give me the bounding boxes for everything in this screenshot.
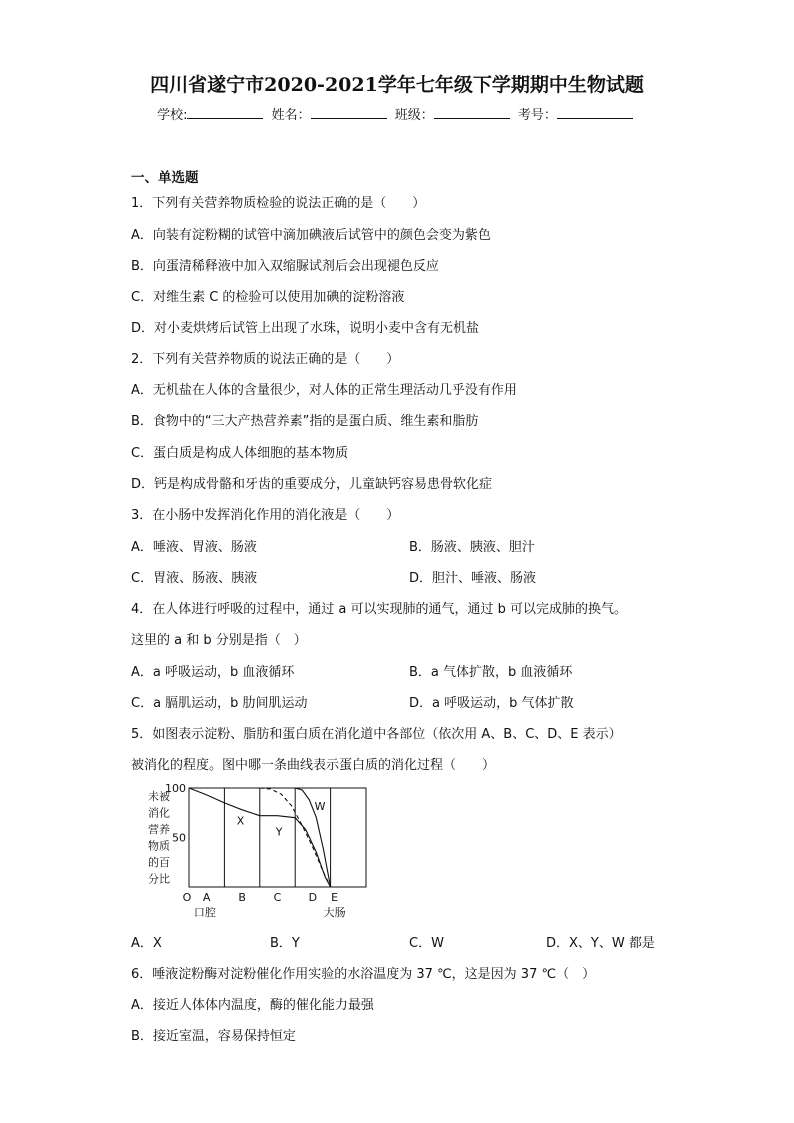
q1-option-a: A．向装有淀粉糊的试管中滴加碘液后试管中的颜色会变为紫色 — [131, 228, 491, 243]
q2-option-b: B．食物中的“三大产热营养素”指的是蛋白质、维生素和脂肪 — [131, 414, 479, 429]
y-label-line: 物质 — [148, 839, 170, 853]
x-sub-label: 大肠 — [323, 906, 346, 919]
x-axis-labels — [183, 891, 346, 919]
x-tick-label: E — [331, 891, 339, 904]
q1-option-c: C．对维生素 C 的检验可以使用加碘的淀粉溶液 — [131, 290, 405, 305]
q3-option-d: D．胆汁、唾液、肠液 — [409, 571, 537, 586]
q4-option-b: B．a 气体扩散，b 血液循环 — [409, 665, 573, 680]
class-blank — [434, 106, 510, 119]
q4-option-d: D．a 呼吸运动，b 气体扩散 — [409, 696, 574, 711]
name-blank — [311, 106, 387, 119]
q5-option-c: C．W — [409, 936, 444, 951]
x-tick-label: C — [273, 891, 282, 904]
q6-option-b: B．接近室温，容易保持恒定 — [131, 1029, 296, 1044]
q4-option-a: A．a 呼吸运动，b 血液循环 — [131, 665, 295, 680]
q3-option-b: B．肠液、胰液、胆汁 — [409, 540, 535, 555]
q5-option-d: D．X、Y、W 都是 — [546, 936, 655, 951]
series-labels — [237, 800, 326, 839]
q6-stem: 6．唾液淀粉酶对淀粉催化作用实验的水浴温度为 37 ℃，这是因为 37 ℃（ ） — [131, 967, 596, 982]
school-blank — [187, 106, 263, 119]
q5-stem-line1: 5．如图表示淀粉、脂肪和蛋白质在消化道中各部位（依次用 A、B、C、D、E 表示） — [131, 727, 622, 742]
x-tick-label: D — [308, 891, 318, 904]
x-origin-label: O — [182, 891, 192, 904]
q4-stem-line1: 4．在人体进行呼吸的过程中，通过 a 可以实现肺的通气，通过 b 可以完成肺的换气。 — [131, 602, 628, 617]
exam-no-blank — [557, 106, 633, 119]
y-label-line: 的百 — [148, 856, 170, 869]
q4-stem-line2: 这里的 a 和 b 分别是指（ ） — [131, 633, 307, 648]
y-label-line: 消化 — [148, 806, 170, 820]
x-sub-label: 口腔 — [193, 906, 216, 919]
section-title: 一、单选题 — [131, 170, 199, 186]
series-label-w: W — [314, 799, 326, 813]
q5-option-b: B．Y — [270, 936, 300, 951]
student-info — [0, 104, 794, 123]
q2-stem: 2．下列有关营养物质的说法正确的是（ ） — [131, 352, 400, 367]
q1-stem: 1．下列有关营养物质检验的说法正确的是（ ） — [131, 196, 426, 211]
q2-option-a: A．无机盐在人体的含量很少，对人体的正常生理活动几乎没有作用 — [131, 383, 517, 398]
x-tick-label: B — [238, 891, 246, 904]
q6-option-a: A．接近人体体内温度，酶的催化能力最强 — [131, 998, 374, 1013]
y-axis-label — [148, 789, 170, 886]
x-tick-label: A — [202, 891, 211, 904]
exam-no-label: 考号： — [517, 108, 557, 123]
q1-option-b: B．向蛋清稀释液中加入双缩脲试剂后会出现褪色反应 — [131, 259, 439, 274]
school-label: 学校: — [157, 108, 188, 123]
q4-option-c: C．a 膈肌运动，b 肋间肌运动 — [131, 696, 308, 711]
q5-option-a: A．X — [131, 936, 162, 951]
series-label-y: Y — [275, 825, 283, 839]
q1-option-d: D．对小麦烘烤后试管上出现了水珠，说明小麦中含有无机盐 — [131, 321, 480, 336]
q3-option-c: C．胃液、肠液、胰液 — [131, 571, 258, 586]
y-label-line: 未被 — [148, 790, 170, 803]
q3-stem: 3．在小肠中发挥消化作用的消化液是（ ） — [131, 508, 400, 523]
q5-stem-line2: 被消化的程度。图中哪一条曲线表示蛋白质的消化过程（ ） — [131, 758, 496, 773]
class-label: 班级： — [394, 108, 434, 123]
y-tick-label: 50 — [172, 831, 186, 845]
name-label: 姓名： — [271, 108, 311, 123]
page-title: 四川省遂宁市2020-2021学年七年级下学期期中生物试题 — [150, 74, 644, 96]
q3-option-a: A．唾液、胃液、肠液 — [131, 540, 257, 555]
series-label-x: X — [236, 814, 245, 828]
y-label-line: 分比 — [148, 872, 170, 886]
q2-option-d: D．钙是构成骨骼和牙齿的重要成分，儿童缺钙容易患骨软化症 — [131, 477, 493, 492]
q2-option-c: C．蛋白质是构成人体细胞的基本物质 — [131, 446, 349, 461]
y-label-line: 营养 — [148, 823, 170, 836]
y-tick-label: 100 — [165, 783, 186, 795]
digestion-chart — [131, 783, 381, 923]
